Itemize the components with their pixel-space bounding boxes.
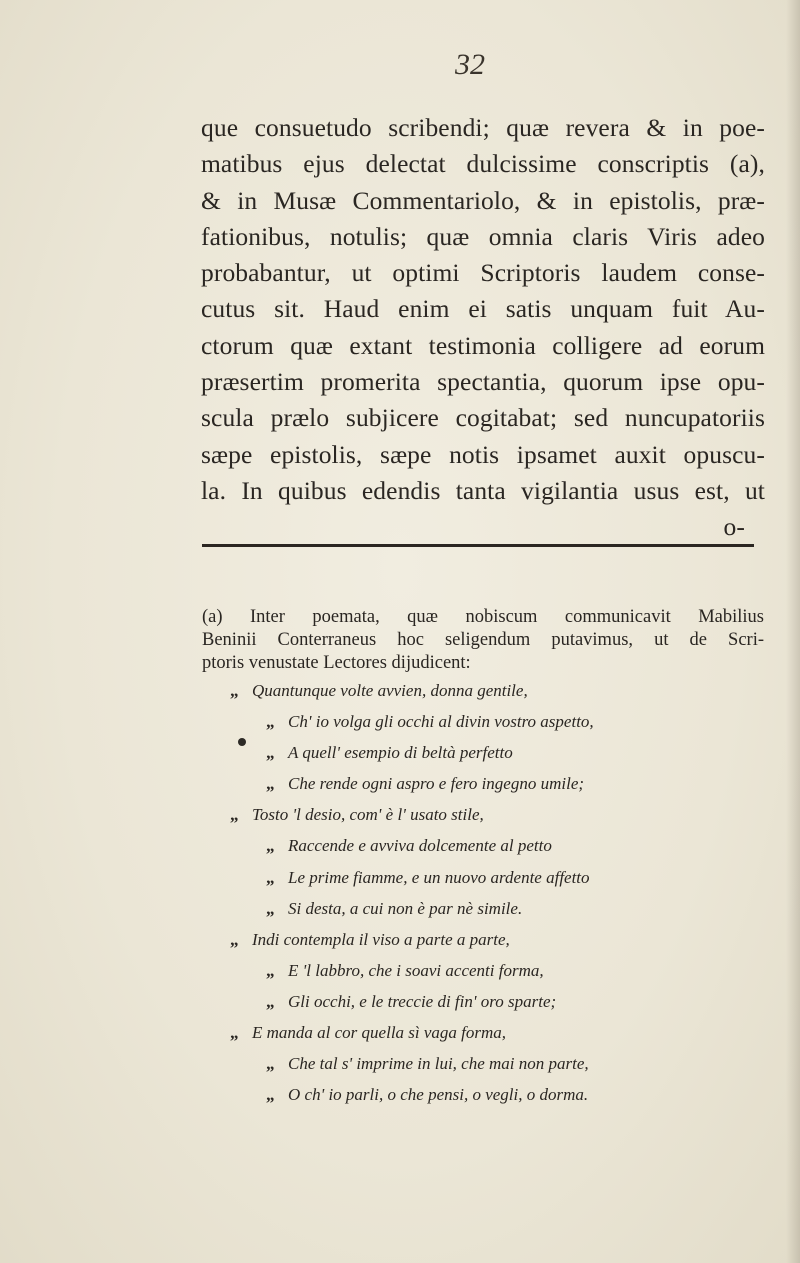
- poem-text: Tosto 'l desio, com' è l' usato stile,: [252, 805, 484, 825]
- poem-text: E 'l labbro, che i soavi accenti forma,: [288, 960, 544, 980]
- poem-text: O ch' io parli, o che pensi, o vegli, o dorma.: [288, 1085, 589, 1105]
- poem-text: A quell' esempio di beltà perfetto: [288, 743, 513, 763]
- quote-mark: „: [266, 836, 275, 856]
- text-line: la. In quibus edendis tanta vigilantia usus est, ut: [201, 475, 765, 505]
- poem-line: [230, 799, 750, 830]
- quote-mark: „: [230, 805, 239, 825]
- poem-line: [230, 737, 750, 768]
- poem-text: E manda al cor quella sì vaga forma,: [252, 1023, 507, 1043]
- text-line: ctorum quæ extant testimonia colligere ad eorum: [201, 330, 765, 360]
- poem-line: [230, 1017, 750, 1048]
- quote-mark: „: [266, 712, 275, 732]
- poem-text: Ch' io volga gli occhi al divin vostro aspetto,: [288, 712, 594, 732]
- poem-line: [230, 1079, 750, 1110]
- poem-line: [230, 675, 750, 706]
- poem-text: Che tal s' imprime in lui, che mai non parte,: [288, 1054, 589, 1074]
- poem-line: [230, 830, 750, 861]
- quote-mark: „: [266, 1085, 275, 1105]
- quote-mark: „: [266, 774, 275, 794]
- text-line: matibus ejus delectat dulcissime conscriptis (a),: [201, 149, 765, 179]
- poem-text: Indi contempla il viso a parte a parte,: [252, 929, 510, 949]
- main-text-block: [201, 110, 765, 546]
- quote-mark: „: [266, 743, 275, 763]
- text-line: fationibus, notulis; quæ omnia claris Viris adeo: [201, 221, 765, 251]
- poem-line: [230, 955, 750, 986]
- footnote-line: (a) Inter poemata, quæ nobiscum communicavit Mabilius: [202, 607, 764, 627]
- quote-mark: „: [266, 898, 275, 918]
- page-edge-shadow: [786, 0, 800, 1263]
- sonnet-block: [230, 675, 750, 1110]
- footnote-line: ptoris venustate Lectores dijudicent:: [202, 653, 471, 673]
- quote-mark: „: [266, 1054, 275, 1074]
- poem-line: [230, 706, 750, 737]
- text-line: probabantur, ut optimi Scriptoris laudem conse-: [201, 258, 765, 288]
- poem-text: Gli occhi, e le treccie di fin' oro sparte;: [288, 991, 557, 1011]
- quote-mark: „: [230, 681, 239, 700]
- poem-line: [230, 924, 750, 955]
- text-line: scula prælo subjicere cogitabat; sed nuncupatoriis: [201, 403, 765, 433]
- text-line: sæpe epistolis, sæpe notis ipsamet auxit opuscu-: [201, 439, 765, 469]
- text-line: que consuetudo scribendi; quæ revera & in poe-: [201, 113, 765, 142]
- poem-text: Raccende e avviva dolcemente al petto: [288, 836, 552, 856]
- poem-text: Quantunque volte avvien, donna gentile,: [252, 681, 528, 700]
- quote-mark: „: [230, 929, 239, 949]
- footnote-block: [202, 606, 764, 675]
- quote-mark: „: [230, 1023, 239, 1043]
- text-line: & in Musæ Commentariolo, & in epistolis, præ-: [201, 185, 765, 215]
- poem-text: Le prime fiamme, e un nuovo ardente affetto: [288, 867, 590, 887]
- poem-line: [230, 893, 750, 924]
- text-line: præsertim promerita spectantia, quorum ipse opu-: [201, 367, 765, 397]
- poem-line: [230, 1048, 750, 1079]
- page-number: 32: [455, 48, 485, 81]
- quote-mark: „: [266, 991, 275, 1011]
- poem-line: [230, 768, 750, 799]
- footnote-line: Beninii Conterraneus hoc seligendum putavimus, ut de Scri-: [202, 630, 764, 650]
- quote-mark: „: [266, 867, 275, 887]
- poem-line: [230, 862, 750, 893]
- footnote-divider: [202, 544, 754, 547]
- quote-mark: „: [266, 960, 275, 980]
- poem-line: [230, 986, 750, 1017]
- catchword: o-: [723, 512, 745, 542]
- text-line: cutus sit. Haud enim ei satis unquam fuit Au-: [201, 294, 765, 324]
- poem-text: Che rende ogni aspro e fero ingegno umile;: [288, 774, 585, 794]
- poem-text: Si desta, a cui non è par nè simile.: [288, 898, 523, 918]
